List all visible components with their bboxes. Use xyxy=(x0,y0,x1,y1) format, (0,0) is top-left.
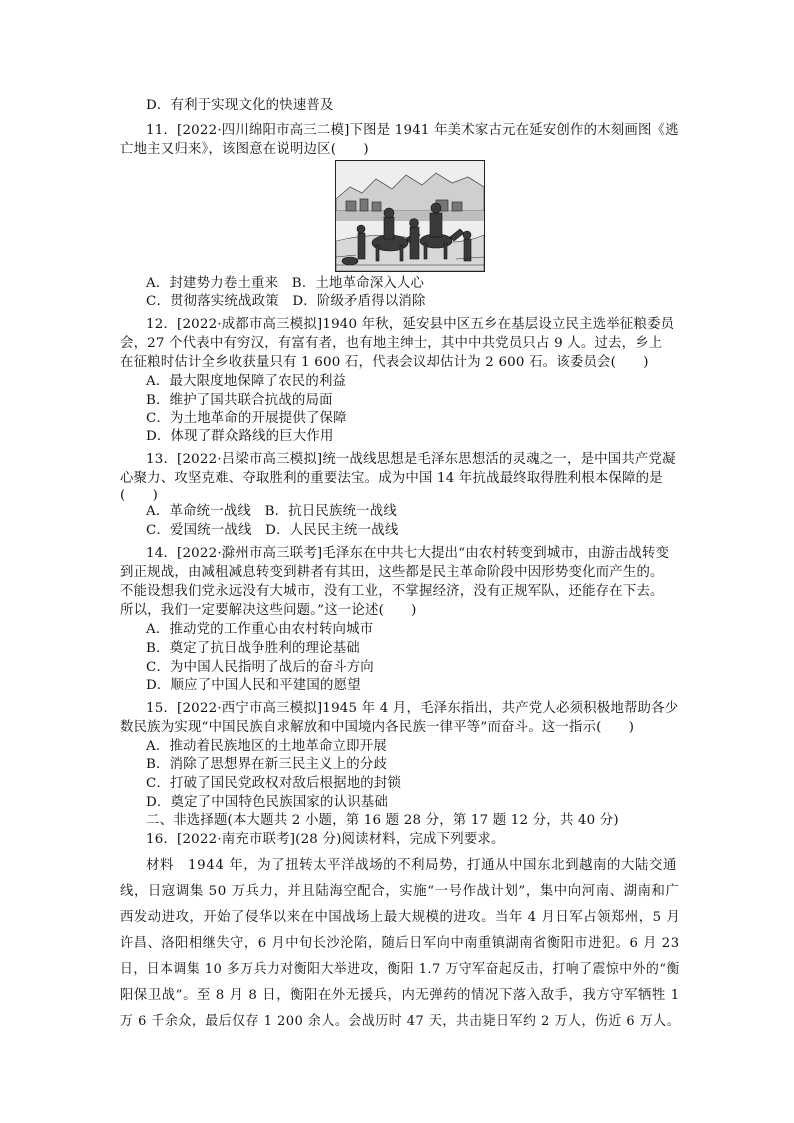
option-line: D．体现了群众路线的巨大作用 xyxy=(146,429,334,444)
option-line: D．顺应了中国人民和平建国的愿望 xyxy=(146,678,361,693)
text-line: 到正规战，由减租减息转变到耕者有其田，这些都是民主革命阶段中因形势变化而产生的。 xyxy=(120,565,664,580)
material-line: 西发动进攻，开始了侵华以来在中国战场上最大规模的进攻。当年 4 月日军占领郑州，5 月 xyxy=(120,910,681,925)
text-line: 在征粮时估计全乡收获量只有 1 600 石，代表会议却估计为 2 600 石。该委员会( ) xyxy=(120,355,649,370)
option-line: A．革命统一战线 B．抗日民族统一战线 xyxy=(146,504,397,519)
material-line: 万 6 千余众，最后仅存 1 200 余人。会战历时 47 天，共击毙日军约 2 万人，伤近 6 万人。 xyxy=(120,1014,681,1029)
option-line: A．最大限度地保障了农民的利益 xyxy=(146,374,347,389)
material-line: 许昌、洛阳相继失守，6 月中旬长沙沦陷，随后日军向中南重镇湖南省衡阳市进犯。6 月 23 xyxy=(120,936,680,951)
text-line: 12．[2022·成都市高三模拟]1940 年秋，延安县中区五乡在基层设立民主选举征粮委员 xyxy=(146,317,675,332)
material-line: 材料 1944 年，为了扭转太平洋战场的不利局势，打通从中国东北到越南的大陆交通 xyxy=(146,858,678,873)
option-line: A．推动党的工作重心由农村转向城市 xyxy=(146,622,374,637)
option-line: C．为土地革命的开展提供了保障 xyxy=(146,411,347,426)
option-line: A．推动着民族地区的土地革命立即开展 xyxy=(146,739,387,754)
option-line: C．为中国人民指明了战后的奋斗方向 xyxy=(146,660,374,675)
text-line: ( ) xyxy=(120,488,159,503)
option-line: C．打破了国民党政权对敌后根据地的封锁 xyxy=(146,776,402,791)
text-line: 15．[2022·西宁市高三模拟]1945 年 4 月，毛泽东指出，共产党人必须积极地帮助各少 xyxy=(146,701,679,716)
text-line: 13．[2022·吕梁市高三模拟]统一战线思想是毛泽东思想活的灵魂之一，是中国共产党凝 xyxy=(146,452,676,467)
text-line: 不能设想我们党永远没有大城市，没有工业，不掌握经济，没有正规军队，还能存在下去。 xyxy=(120,584,664,599)
material-line: 线，日寇调集 50 万兵力，并且陆海空配合，实施“一号作战计划”，集中向河南、湖南和广 xyxy=(120,884,680,899)
option-line: A．封建势力卷土重来 B．土地革命深入人心 xyxy=(146,276,425,291)
option-line: B．维护了国共联合抗战的局面 xyxy=(146,393,333,408)
text-line: 14．[2022·滁州市高三联考]毛泽东在中共七大提出“由农村转变到城市，由游击战转变 xyxy=(146,546,670,561)
option-line: D．奠定了中国特色民族国家的认识基础 xyxy=(146,795,388,810)
text-line: 心聚力、攻坚克难、夺取胜利的重要法宝。成为中国 14 年抗战最终取得胜利根本保障的是 xyxy=(120,471,663,486)
section-heading: 二、非选择题(本大题共 2 小题，第 16 题 28 分，第 17 题 12 分，共 40 分) xyxy=(146,813,619,828)
text-line: 亡地主又归来》，该图意在说明边区( ) xyxy=(120,142,369,157)
option-line: B．奠定了抗日战争胜利的理论基础 xyxy=(146,641,360,656)
text-line: 数民族为实现“中国民族自求解放和中国境内各民族一律平等”而奋斗。这一指示( ) xyxy=(120,720,635,735)
question-heading: 16．[2022·南充市联考](28 分)阅读材料，完成下列要求。 xyxy=(146,832,505,847)
text-line: 11．[2022·四川绵阳市高三二模]下图是 1941 年美术家古元在延安创作的木刻画图《逃 xyxy=(146,123,679,138)
woodcut-illustration xyxy=(335,160,485,272)
option-line: C．贯彻落实统战政策 D．阶级矛盾得以消除 xyxy=(146,294,426,309)
text-line: 所以，我们一定要解决这些问题。”这一论述( ) xyxy=(120,603,417,618)
option-line: C．爱国统一战线 D．人民民主统一战线 xyxy=(146,523,399,538)
material-line: 阳保卫战”。至 8 月 8 日，衡阳在外无援兵，内无弹药的情况下落入敌手，我方守军牺牲 1 xyxy=(120,988,680,1003)
text-line: D．有利于实现文化的快速普及 xyxy=(146,98,334,113)
text-line: 会，27 个代表中有穷汉，有富有者，也有地主绅士，其中中共党员只占 9 人。过去，乡上 xyxy=(120,336,663,351)
option-line: B．消除了思想界在新三民主义上的分歧 xyxy=(146,757,388,772)
woodcut-drawing xyxy=(336,161,484,271)
material-line: 日，日本调集 10 多万兵力对衡阳大举进攻，衡阳 1.7 万守军奋起反击，打响了震惊中外的“衡 xyxy=(120,962,680,977)
